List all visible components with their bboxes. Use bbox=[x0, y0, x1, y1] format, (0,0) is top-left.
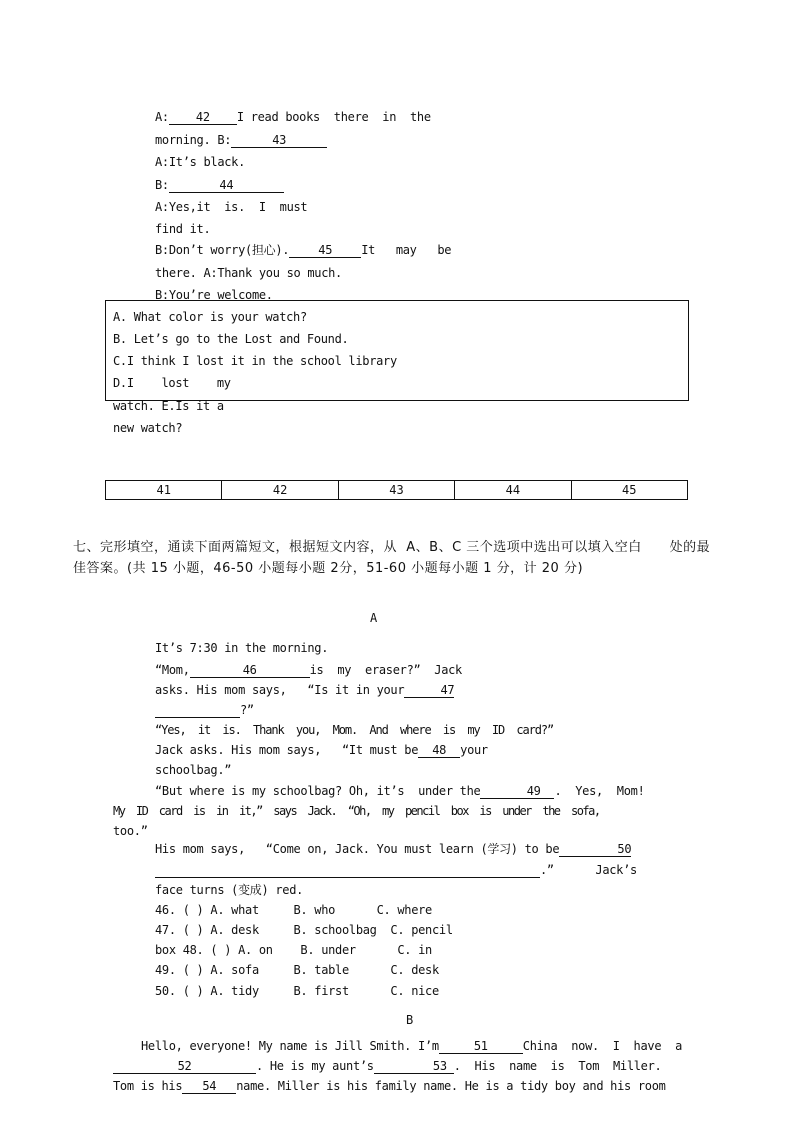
dialogue-text: It may be bbox=[361, 243, 452, 257]
section-heading-line-1: 七、完形填空，通读下面两篇短文，根据短文内容，从 A、B、C 三个选项中选出可以填入空白 处的最 bbox=[73, 540, 711, 555]
dialogue-text: B:Don’t worry(担心). bbox=[155, 243, 290, 257]
passage-a-line-2 bbox=[155, 662, 462, 678]
option-c: C.I think I lost it in the school library bbox=[113, 354, 397, 368]
option-e-cont: new watch? bbox=[113, 421, 183, 435]
passage-text: Hello, everyone! My name is Jill Smith. I’m bbox=[141, 1039, 439, 1053]
answer-cell-45[interactable]: 45 bbox=[571, 481, 687, 500]
passage-text: His mom says, “Come on, Jack. You must learn (学习) to be bbox=[155, 842, 560, 856]
passage-text: name. Miller is his family name. He is a tidy boy and his room bbox=[236, 1079, 666, 1093]
dialogue-line-1 bbox=[155, 109, 431, 125]
passage-text: “Mom, bbox=[155, 663, 190, 677]
passage-text: . He is my aunt’s bbox=[256, 1059, 374, 1073]
dialogue-line-9: B:You’re welcome. bbox=[155, 288, 273, 302]
blank-50[interactable]: 50 bbox=[559, 843, 631, 857]
dialogue-line-8: there. A:Thank you so much. bbox=[155, 266, 342, 280]
passage-b-line-1 bbox=[141, 1038, 682, 1054]
passage-text: your bbox=[460, 743, 488, 757]
answer-cell-42[interactable]: 42 bbox=[222, 481, 338, 500]
choice-48[interactable]: box 48. ( ) A. on B. under C. in bbox=[155, 943, 432, 957]
speaker: B: bbox=[155, 178, 169, 192]
passage-a-line-6 bbox=[155, 742, 488, 758]
dialogue-line-7 bbox=[155, 242, 451, 258]
passage-b-label: B bbox=[406, 1013, 413, 1027]
passage-a-line-11 bbox=[155, 841, 631, 857]
passage-text: .” Jack’s bbox=[540, 863, 637, 877]
blank-47-cont[interactable] bbox=[155, 704, 240, 718]
blank-42[interactable]: 42 bbox=[169, 111, 237, 125]
option-d-cont: watch. E.Is it a bbox=[113, 399, 224, 413]
passage-a-label: A bbox=[370, 611, 377, 625]
option-d: D.I lost my bbox=[113, 376, 231, 390]
dialogue-line-3: A:It’s black. bbox=[155, 155, 246, 169]
option-b: B. Let’s go to the Lost and Found. bbox=[113, 332, 349, 346]
section-heading-line-2: 佳答案。(共 15 小题，46-50 小题每小题 2分，51-60 小题每小题 1 分，计 20 分) bbox=[73, 561, 584, 576]
passage-a-line-12 bbox=[155, 862, 637, 878]
passage-text: “But where is my schoolbag? Oh, it’s under the bbox=[155, 784, 481, 798]
passage-a-line-10: too.” bbox=[113, 824, 148, 838]
dialogue-line-6: find it. bbox=[155, 222, 211, 236]
dialogue-line-2 bbox=[155, 132, 327, 148]
passage-a-line-1: It’s 7:30 in the morning. bbox=[155, 641, 329, 655]
passage-text: is my eraser?” Jack bbox=[309, 663, 462, 677]
passage-text: asks. His mom says, “Is it in your bbox=[155, 683, 405, 697]
choice-49[interactable]: 49. ( ) A. sofa B. table C. desk bbox=[155, 963, 439, 977]
passage-a-line-9: My ID card is in it,” says Jack. “Oh, my pencil box is under the sofa, bbox=[113, 804, 600, 818]
dialogue-text: I read books there in the bbox=[236, 110, 431, 124]
blank-47[interactable]: 47 bbox=[404, 684, 454, 698]
dialogue-text: morning. B: bbox=[155, 133, 232, 147]
passage-text: Jack asks. His mom says, “It must be bbox=[155, 743, 419, 757]
table-row bbox=[106, 481, 688, 500]
blank-53[interactable]: 53 bbox=[374, 1060, 454, 1074]
passage-text: Tom is his bbox=[113, 1079, 183, 1093]
blank-52[interactable]: 52 bbox=[113, 1060, 256, 1074]
blank-50-cont[interactable] bbox=[155, 864, 540, 878]
blank-45[interactable]: 45 bbox=[289, 244, 361, 258]
passage-a-line-3 bbox=[155, 682, 454, 698]
blank-51[interactable]: 51 bbox=[439, 1040, 523, 1054]
answer-cell-43[interactable]: 43 bbox=[338, 481, 454, 500]
dialogue-line-5: A:Yes,it is. I must bbox=[155, 200, 308, 214]
answer-cell-41[interactable]: 41 bbox=[106, 481, 222, 500]
choice-46[interactable]: 46. ( ) A. what B. who C. where bbox=[155, 903, 432, 917]
passage-b-line-2 bbox=[113, 1058, 661, 1074]
blank-48[interactable]: 48 bbox=[418, 744, 460, 758]
blank-43[interactable]: 43 bbox=[231, 134, 327, 148]
blank-44[interactable]: 44 bbox=[169, 179, 284, 193]
passage-a-line-7: schoolbag.” bbox=[155, 763, 232, 777]
passage-text: . His name is Tom Miller. bbox=[453, 1059, 662, 1073]
passage-text: ?” bbox=[240, 703, 254, 717]
dialogue-line-4 bbox=[155, 177, 284, 193]
blank-46[interactable]: 46 bbox=[190, 664, 310, 678]
passage-b-line-3 bbox=[113, 1078, 666, 1094]
choice-47[interactable]: 47. ( ) A. desk B. schoolbag C. pencil bbox=[155, 923, 453, 937]
blank-49[interactable]: 49 bbox=[480, 785, 554, 799]
option-a: A. What color is your watch? bbox=[113, 310, 307, 324]
passage-a-line-5: “Yes, it is. Thank you, Mom. And where is my ID card?” bbox=[155, 723, 554, 737]
passage-a-line-4 bbox=[155, 702, 254, 718]
answer-cell-44[interactable]: 44 bbox=[455, 481, 571, 500]
speaker: A: bbox=[155, 110, 169, 124]
blank-54[interactable]: 54 bbox=[182, 1080, 236, 1094]
passage-text: China now. I have a bbox=[522, 1039, 683, 1053]
choice-50[interactable]: 50. ( ) A. tidy B. first C. nice bbox=[155, 984, 439, 998]
answer-table bbox=[105, 480, 688, 500]
passage-a-line-13: face turns (变成) red. bbox=[155, 883, 304, 897]
passage-text: . Yes, Mom! bbox=[554, 784, 645, 798]
passage-a-line-8 bbox=[155, 783, 645, 799]
